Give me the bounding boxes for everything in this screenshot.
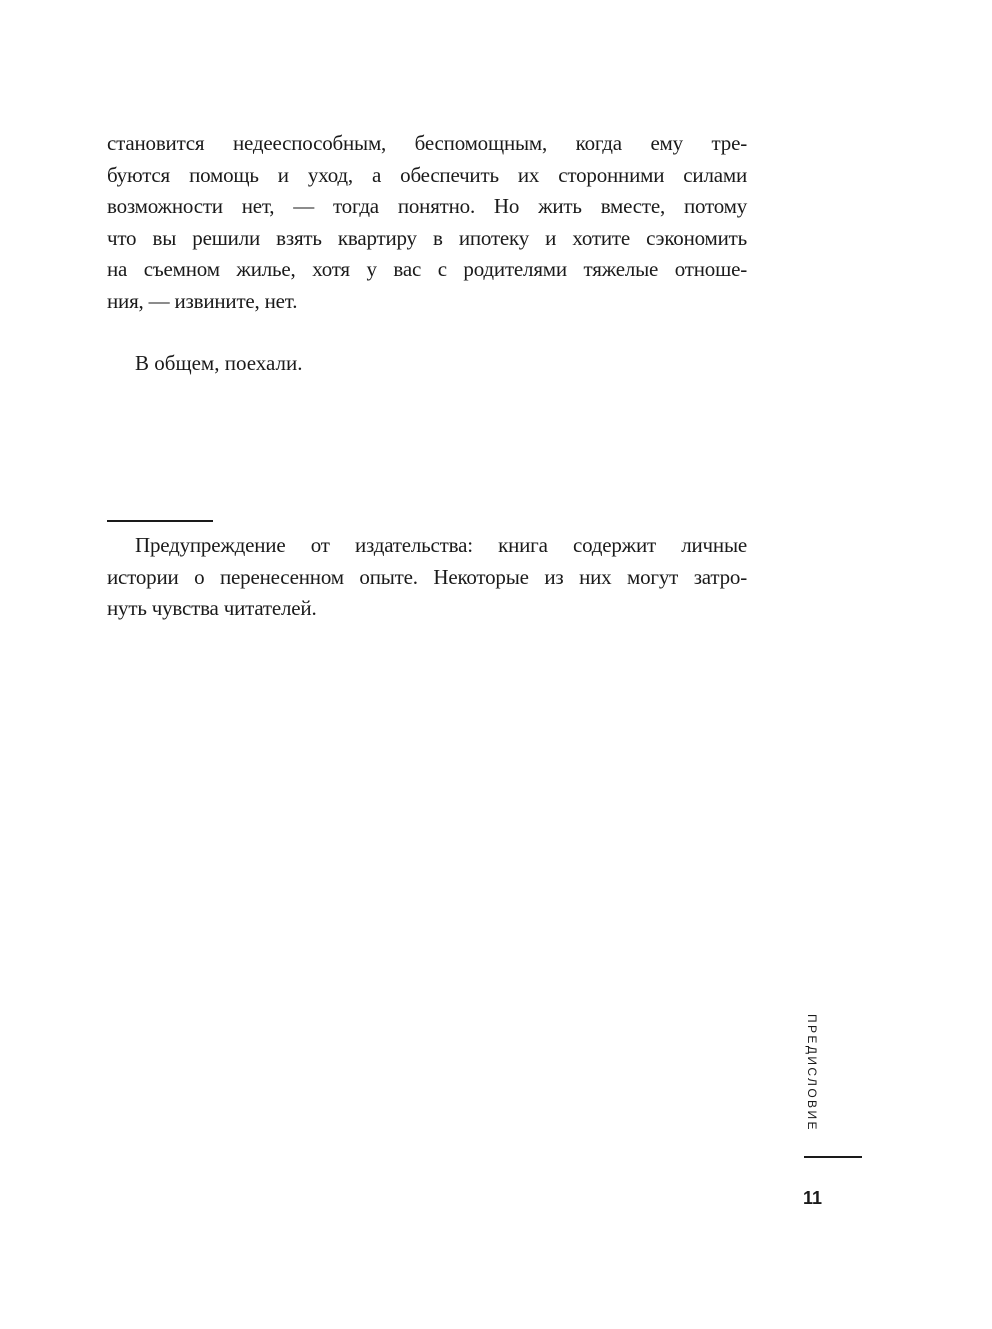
running-head-divider	[804, 1156, 862, 1158]
page-number: 11	[803, 1188, 823, 1208]
footnote	[107, 530, 747, 625]
body-line: на съемном жилье, хотя у вас с родителями тяжелые отноше-	[107, 257, 747, 282]
footnote-divider	[107, 520, 213, 522]
footnote-line: Предупреждение от издательства: книга содержит личные	[135, 533, 747, 557]
body-line: становится недееспособным, беспомощным, когда ему тре-	[107, 131, 747, 155]
closing-paragraph: В общем, поехали.	[135, 351, 303, 375]
body-line: ния, — извините, нет.	[107, 288, 298, 313]
body-line: буются помощь и уход, а обеспечить их сторонними силами	[107, 162, 747, 187]
body-line: что вы решили взять квартиру в ипотеку и хотите сэкономить	[107, 225, 747, 250]
footnote-line: истории о перенесенном опыте. Некоторые из них могут затро-	[107, 564, 747, 589]
footnote-line: нуть чувства читателей.	[107, 596, 317, 621]
running-head: ПРЕДИСЛОВИЕ	[805, 1014, 819, 1132]
body-line: возможности нет, — тогда понятно. Но жить вместе, потому	[107, 194, 747, 219]
body-paragraph	[107, 128, 747, 318]
